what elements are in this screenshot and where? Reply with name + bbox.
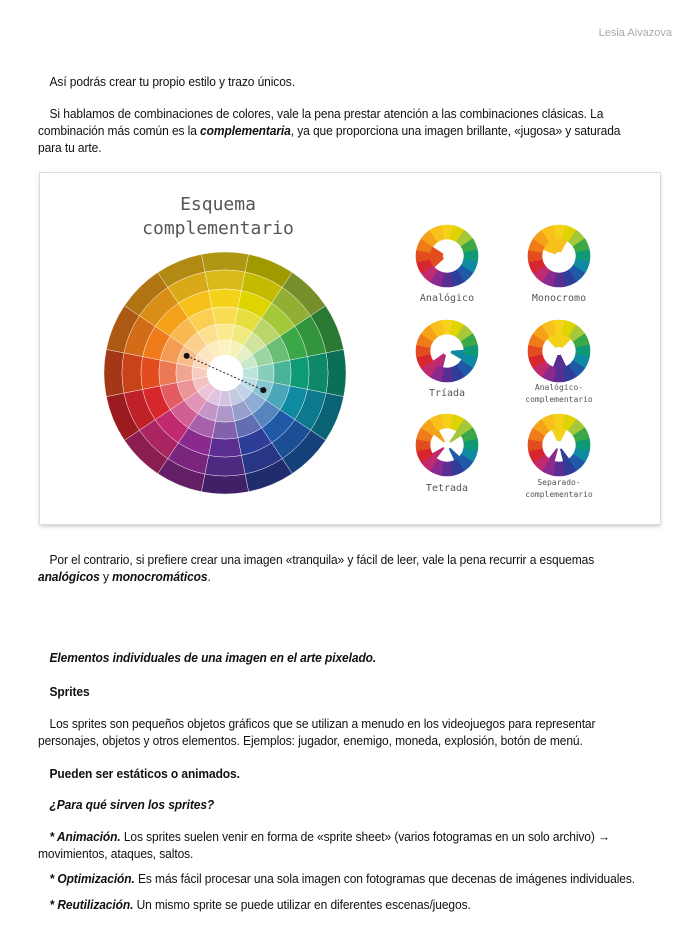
list-term: * Reutilización. (49, 898, 134, 912)
scheme-label-separado-complementario-2: complementario (525, 490, 593, 499)
sprites-title (38, 684, 641, 701)
list-text: Los sprites suelen venir en forma de «sprite sheet» (varios fotogramas en un solo archivo) → movimientos, ataques, saltos. (38, 830, 610, 861)
color-scheme-figure (40, 173, 660, 524)
paragraph-text: , ya que proporciona una imagen brillante, «jugosa» y saturada para tu arte. (38, 124, 621, 155)
wheel-segment (326, 349, 346, 396)
wheel-segment (205, 270, 245, 291)
paragraph-intro-text: Así podrás crear tu propio estilo y trazo únicos. (49, 75, 295, 89)
scheme-label-analogico: Analógico (419, 293, 475, 304)
complementary-point (260, 387, 266, 393)
scheme-swatch (528, 225, 590, 287)
list-text: Un mismo sprite se puede utilizar en diferentes escenas/juegos. (133, 898, 471, 912)
static-animated-note (38, 766, 641, 783)
section-heading-text: Elementos individuales de una imagen en el arte pixelado. (49, 651, 377, 665)
figure-title-line1: Esquema (180, 194, 256, 215)
wheel-segment (273, 360, 291, 386)
wheel-segment (212, 307, 238, 325)
paragraph-text: . (207, 570, 211, 584)
figure-title-line2: complementario (142, 218, 294, 239)
complementary-color-wheel (104, 252, 346, 494)
list-term: * Optimización. (49, 872, 135, 886)
scheme-swatch (416, 225, 478, 287)
sprites-title-text: Sprites (49, 685, 90, 699)
list-item-reutilizacion (38, 897, 641, 914)
emphasis-monocromaticos: monocromáticos (112, 570, 208, 584)
sprites-question-text: ¿Para qué sirven los sprites? (49, 798, 215, 812)
scheme-label-separado-complementario-1: Separado- (537, 478, 581, 487)
scheme-swatches (416, 225, 590, 476)
wheel-segment (122, 353, 143, 393)
wheel-segment (290, 357, 309, 390)
scheme-label-analogico-complementario-1: Analógico- (534, 383, 584, 392)
paragraph-text: Si hablamos de combinaciones de colores, vale la pena prestar atención a las combinaciones clásicas. La combinación más común es la (38, 107, 604, 138)
wheel-segment (159, 360, 177, 386)
complementary-point (184, 353, 190, 359)
sprites-description-text: Los sprites son pequeños objetos gráficos que se utilizan a menudo en los videojuegos para representar personajes, objetos y otros elementos. Ejemplos: jugador, enemigo, moneda, explosión, botón de menú. (38, 717, 596, 748)
scheme-swatch (416, 320, 478, 382)
wheel-segment (307, 353, 328, 393)
paragraph-text: y (99, 570, 113, 584)
wheel-segment (215, 405, 234, 422)
list-term: * Animación. (49, 830, 121, 844)
wheel-segment (201, 474, 248, 494)
scheme-label-monocromo: Monocromo (531, 293, 587, 304)
emphasis-analogicos: analógicos (38, 570, 100, 584)
wheel-segment (141, 357, 160, 390)
sprites-question (38, 797, 641, 814)
wheel-segment (209, 438, 242, 457)
section-heading (38, 650, 641, 667)
scheme-label-tetrada: Tetrada (425, 483, 469, 494)
wheel-segment (257, 363, 274, 382)
wheel-segment (176, 363, 193, 382)
scheme-swatch (528, 320, 590, 382)
wheel-segment (212, 421, 238, 439)
scheme-swatch (416, 414, 478, 476)
static-animated-text: Pueden ser estáticos o animados. (49, 767, 240, 781)
wheel-segment (215, 324, 234, 341)
color-scheme-illustration (40, 173, 660, 524)
list-text: Es más fácil procesar una sola imagen con fotogramas que decenas de imágenes individuales. (134, 872, 635, 886)
list-item-animacion (38, 829, 641, 863)
wheel-segment (209, 289, 242, 308)
wheel-segment (205, 455, 245, 476)
list-item-optimizacion (38, 871, 641, 888)
wheel-segment (201, 252, 248, 272)
paragraph-complementary (38, 106, 641, 157)
header-author: Lesia Aivazova (598, 27, 672, 39)
emphasis-complementaria: complementaria (200, 124, 291, 138)
scheme-label-triada: Tríada (428, 388, 466, 399)
sprites-description (38, 716, 641, 750)
paragraph-intro (38, 74, 641, 91)
paragraph-analogous (38, 552, 641, 586)
paragraph-text: Por el contrario, si prefiere crear una imagen «tranquila» y fácil de leer, vale la pena recurrir a esquemas (49, 553, 595, 567)
wheel-segment (104, 349, 124, 396)
scheme-swatch (528, 414, 590, 476)
scheme-label-analogico-complementario-2: complementario (525, 395, 593, 404)
